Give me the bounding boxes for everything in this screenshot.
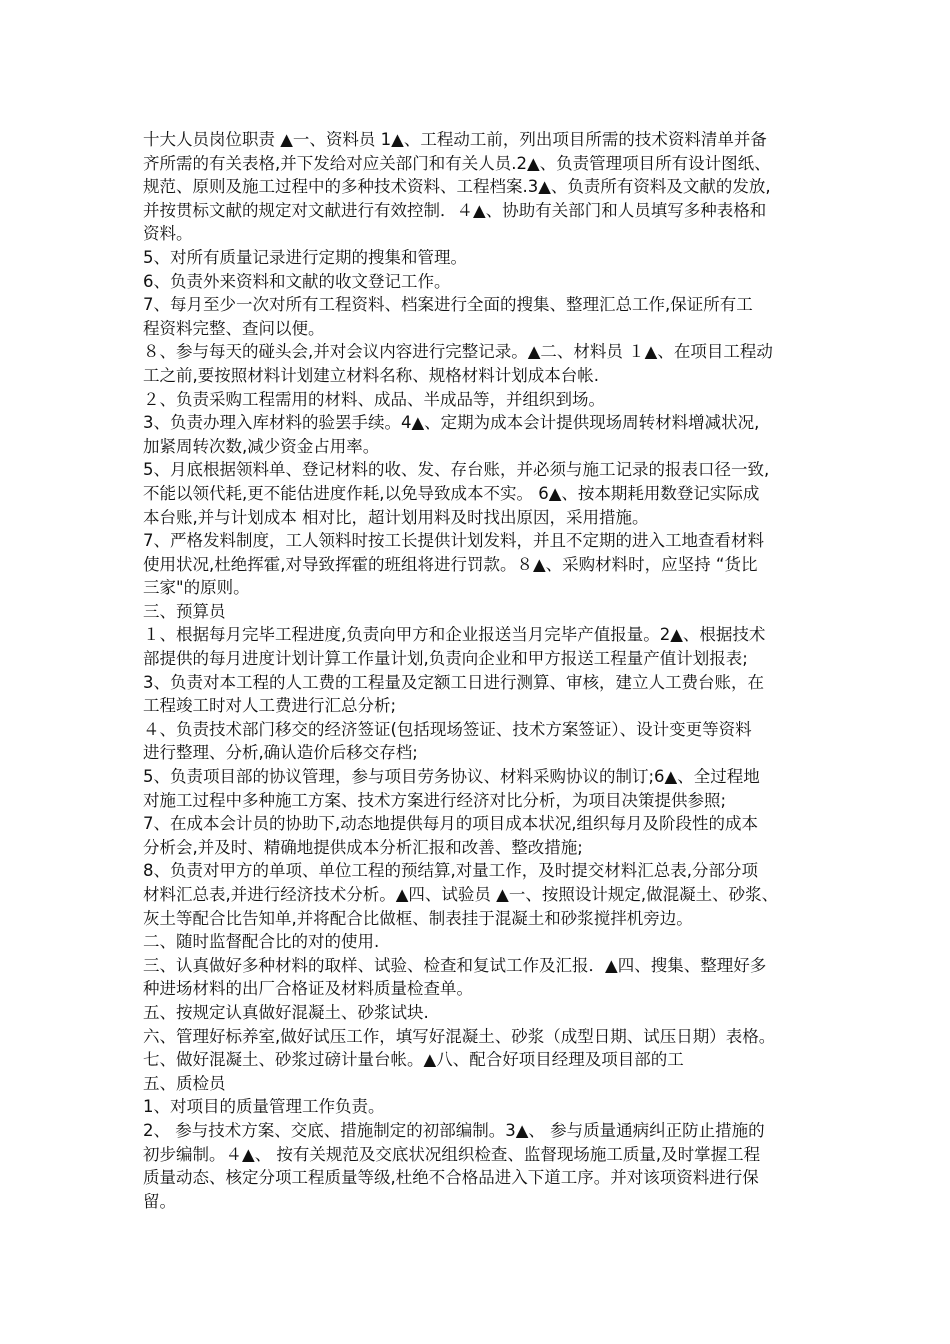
text-line: 灰土等配合比告知单,并将配合比做框、制表挂于混凝土和砂浆搅拌机旁边。 (143, 908, 693, 928)
text-line: 种进场材料的出厂合格证及材料质量检查单。 (143, 979, 473, 999)
text-line: 五、按规定认真做好混凝土、砂浆试块. (143, 1002, 429, 1022)
text-line: 留。 (143, 1191, 176, 1211)
text-line: 本台账,并与计划成本 相对比，超计划用料及时找出原因，采用措施。 (143, 507, 649, 527)
text-line: 质量动态、核定分项工程质量等级,杜绝不合格品进入下道工序。并对该项资料进行保 (143, 1168, 759, 1188)
text-line: 工程竣工时对人工费进行汇总分析; (143, 696, 397, 716)
text-line: 3、负责对本工程的人工费的工程量及定额工日进行测算、审核，建立人工费台账，在 (143, 672, 764, 692)
document-body (143, 128, 815, 1213)
text-line: 部提供的每月进度计划计算工作量计划,负责向企业和甲方报送工程量产值计划报表; (143, 649, 748, 669)
text-line: ８、参与每天的碰头会,并对会议内容进行完整记录。▲二、材料员 １▲、在项目工程动 (143, 342, 773, 362)
text-line: 使用状况,杜绝挥霍,对导致挥霍的班组将进行罚款。８▲、采购材料时，应坚持 “货比 (143, 554, 758, 574)
text-line: 程资料完整、查问以便。 (143, 318, 325, 338)
text-line: 三家"的原则。 (143, 578, 250, 598)
text-line: 7、每月至少一次对所有工程资料、档案进行全面的搜集、整理汇总工作,保证所有工 (143, 295, 753, 315)
text-line: ４、负责技术部门移交的经济签证(包括现场签证、技术方案签证）、设计变更等资料 (143, 719, 752, 739)
text-line: ２、负责采购工程需用的材料、成品、半成品等，并组织到场。 (143, 389, 605, 409)
text-line: 3、负责办理入库材料的验罢手续。4▲、定期为成本会计提供现场周转材料增减状况, (143, 413, 760, 433)
text-line: 7、在成本会计员的协助下,动态地提供每月的项目成本状况,组织每月及阶段性的成本 (143, 814, 758, 834)
text-line: 六、管理好标养室,做好试压工作，填写好混凝土、砂浆（成型日期、试压日期）表格。 (143, 1026, 776, 1046)
text-line: 规范、原则及施工过程中的多种技术资料、工程档案.3▲、负责所有资料及文献的发放, (143, 177, 771, 197)
text-line: 分析会,并及时、精确地提供成本分析汇报和改善、整改措施; (143, 837, 583, 857)
text-line: 不能以领代耗,更不能估进度作耗,以免导致成本不实。 6▲、按本期耗用数登记实际成 (143, 483, 760, 503)
text-line: 对施工过程中多种施工方案、技术方案进行经济对比分析，为项目决策提供参照; (143, 790, 727, 810)
text-line: 5、对所有质量记录进行定期的搜集和管理。 (143, 247, 467, 267)
text-line: 二、随时监督配合比的对的使用. (143, 932, 380, 952)
text-line: 并按贯标文献的规定对文献进行有效控制．４▲、协助有关部门和人员填写多种表格和 (143, 200, 767, 220)
text-line: 1、对项目的质量管理工作负责。 (143, 1097, 385, 1117)
text-line: 齐所需的有关表格,并下发给对应关部门和有关人员.2▲、负责管理项目所有设计图纸、 (143, 153, 771, 173)
text-line: 十大人员岗位职责 ▲一、资料员 1▲、工程动工前，列出项目所需的技术资料清单并备 (143, 130, 767, 149)
text-line: 8、负责对甲方的单项、单位工程的预结算,对量工作，及时提交材料汇总表,分部分项 (143, 861, 758, 881)
text-line: 5、月底根据领料单、登记材料的收、发、存台账，并必须与施工记录的报表口径一致, (143, 460, 770, 480)
text-line: 6、负责外来资料和文献的收文登记工作。 (143, 271, 451, 291)
text-line: 材料汇总表,并进行经济技术分析。▲四、试验员 ▲一、按照设计规定,做混凝土、砂浆、 (143, 885, 779, 904)
text-line: 5、负责项目部的协议管理，参与项目劳务协议、材料采购协议的制订;6▲、全过程地 (143, 767, 760, 787)
text-line: 资料。 (143, 224, 193, 244)
text-line: 加紧周转次数,减少资金占用率。 (143, 436, 380, 456)
text-line: 七、做好混凝土、砂浆过磅计量台帐。▲八、配合好项目经理及项目部的工 (143, 1050, 684, 1070)
text-line: 工之前,要按照材料计划建立材料名称、规格材料计划成本台帐. (143, 365, 599, 385)
text-line: 7、严格发料制度，工人领料时按工长提供计划发料，并且不定期的进入工地查看材料 (143, 531, 764, 551)
text-line: １、根据每月完毕工程进度,负责向甲方和企业报送当月完毕产值报量。2▲、根据技术 (143, 625, 766, 645)
text-line: 三、预算员 (143, 601, 226, 621)
text-line: 初步编制。４▲、 按有关规范及交底状况组织检查、监督现场施工质量,及时掌握工程 (143, 1144, 761, 1164)
text-line: 进行整理、分析,确认造价后移交存档; (143, 743, 418, 763)
text-line: 三、认真做好多种材料的取样、试验、检查和复试工作及汇报．▲四、搜集、整理好多 (143, 955, 767, 975)
text-line: 五、质检员 (143, 1073, 226, 1093)
text-line: 2、 参与技术方案、交底、措施制定的初部编制。3▲、 参与质量通病纠正防止措施的 (143, 1120, 765, 1140)
